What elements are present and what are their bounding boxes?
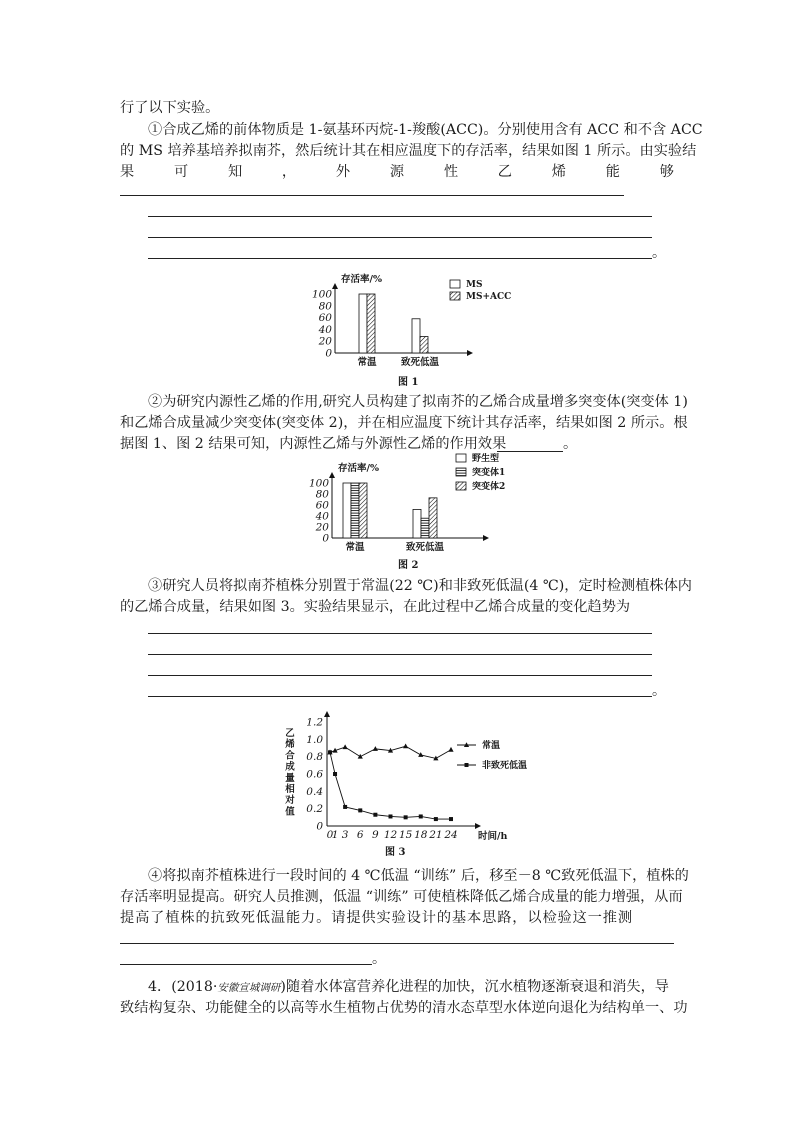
y-axis-title: 存活率/% — [338, 463, 379, 474]
y-tick-label: 0.6 — [306, 768, 323, 781]
series-line — [330, 752, 451, 819]
char: 外 — [335, 164, 351, 180]
figure-3-caption: 图 3 — [385, 847, 406, 858]
bar — [420, 336, 428, 353]
char: 性 — [443, 164, 459, 180]
figure-1-caption: 图 1 — [398, 377, 419, 388]
y-axis-title-char: 成 — [285, 761, 295, 773]
question5-line1 — [148, 977, 669, 999]
legend-swatch — [456, 468, 466, 476]
y-tick-label: 1.2 — [306, 716, 323, 729]
bar — [359, 483, 367, 538]
data-point — [389, 814, 393, 818]
char: 够 — [659, 164, 674, 180]
legend-label: 野生型 — [472, 454, 500, 464]
category-label: 致死低温 — [400, 357, 440, 368]
y-tick-label: 40 — [318, 323, 332, 336]
char: 知 — [227, 164, 243, 180]
y-tick-label: 1.0 — [306, 733, 323, 746]
y-tick-label: 80 — [318, 300, 332, 313]
y-tick-label: 40 — [315, 510, 329, 523]
category-label: 常温 — [357, 357, 377, 368]
answer-line[interactable] — [120, 964, 372, 965]
bar — [429, 498, 437, 538]
legend-swatch — [450, 292, 460, 300]
period-mark: 。 — [563, 436, 578, 452]
bar — [367, 294, 375, 353]
x-tick-label: 12 — [383, 829, 398, 841]
y-axis-title-char: 对 — [285, 795, 295, 807]
bar — [413, 509, 421, 538]
question4-line2: 存活率明显提高。研究人员推测，低温 “训练” 可使植株降低乙烯合成量的能力增强，从而 — [120, 889, 683, 905]
y-axis-title: 存活率/% — [341, 274, 382, 285]
figure-2-chart — [300, 450, 540, 562]
legend-marker — [465, 763, 469, 767]
figure-1-chart — [300, 258, 530, 388]
question1-line2: 的 MS 培养基培养拟南芥，然后统计其在相应温度下的存活率，结果如图 1 所示。由实验结 — [120, 143, 697, 159]
bar — [421, 518, 429, 538]
char: 果 — [120, 164, 135, 180]
answer-line[interactable] — [120, 195, 624, 196]
question2-line3: 据图 1、图 2 结果可知，内源性乙烯与外源性乙烯的作用效果 — [120, 436, 507, 452]
y-tick-label: 60 — [318, 312, 332, 325]
y-axis-title-char: 烯 — [285, 739, 295, 751]
x-tick-label: 21 — [429, 829, 443, 841]
category-label: 常温 — [345, 542, 365, 553]
char: 源 — [389, 164, 405, 180]
y-tick-label: 0 — [322, 532, 329, 545]
data-point — [333, 772, 337, 776]
answer-line[interactable] — [148, 237, 652, 238]
answer-line[interactable] — [148, 654, 652, 655]
question3-line2: 的乙烯合成量，结果如图 3。实验结果显示，在此过程中乙烯合成量的变化趋势为 — [120, 599, 631, 615]
legend-swatch — [450, 280, 460, 288]
y-axis-title-char: 量 — [285, 772, 295, 784]
data-point — [358, 808, 362, 812]
y-tick-label: 100 — [311, 288, 332, 301]
bar — [343, 483, 351, 538]
bar — [359, 294, 367, 353]
char: 能 — [605, 164, 620, 180]
y-axis-title-char: 相 — [285, 784, 295, 795]
x-axis-title: 时间/h — [478, 831, 508, 842]
data-point — [419, 814, 423, 818]
data-point — [403, 743, 408, 748]
x-tick-label: 24 — [444, 829, 458, 841]
question5-line2: 致结构复杂、功能健全的以高等水生植物占优势的清水态草型水体逆向退化为结构单一、功 — [120, 1000, 688, 1016]
y-axis-title-char: 值 — [285, 806, 295, 818]
answer-line[interactable] — [148, 696, 652, 697]
legend-label: 常温 — [482, 741, 501, 751]
legend-swatch — [456, 482, 466, 490]
period-mark: 。 — [372, 951, 386, 967]
y-tick-label: 0 — [316, 820, 323, 833]
period-mark: 。 — [652, 245, 666, 261]
x-tick-label: 15 — [398, 829, 413, 841]
x-tick-label: 0 — [326, 829, 334, 841]
legend-label: 突变体2 — [472, 482, 506, 492]
data-point — [449, 817, 453, 821]
question3-line1: ③研究人员将拟南芥植株分别置于常温(22 ℃)和非致死低温(4 ℃)，定时检测植株体内 — [148, 578, 692, 594]
y-tick-label: 0.8 — [306, 751, 323, 764]
legend-label: 非致死低温 — [482, 761, 528, 771]
question-source: 安徽宣城调研 — [217, 982, 281, 994]
data-point — [343, 805, 347, 809]
x-tick-label: 6 — [356, 829, 364, 841]
y-tick-label: 0.2 — [306, 803, 323, 816]
question2-line1: ②为研究内源性乙烯的作用,研究人员构建了拟南芥的乙烯合成量增多突变体(突变体 1) — [148, 394, 688, 410]
figure-2-caption: 图 2 — [398, 560, 419, 571]
y-axis-title-char: 乙 — [285, 728, 295, 739]
data-point — [358, 754, 363, 759]
char: 可 — [173, 164, 189, 180]
y-tick-label: 20 — [318, 335, 332, 348]
answer-line[interactable] — [120, 943, 674, 944]
answer-line[interactable] — [148, 216, 652, 217]
question1-line1: ①合成乙烯的前体物质是 1-氨基环丙烷-1-羧酸(ACC)。分别使用含有 ACC 和不含 ACC — [148, 122, 703, 138]
figure-3-chart — [280, 710, 560, 850]
data-point — [434, 817, 438, 821]
data-point — [404, 815, 408, 819]
question-number: 4．(2018· — [148, 979, 218, 995]
question4-line1: ④将拟南芥植株进行一段时间的 4 ℃低温 “训练” 后，移至－8 ℃致死低温下，植株的 — [148, 868, 689, 884]
data-point — [418, 752, 423, 757]
y-tick-label: 20 — [315, 521, 329, 534]
y-tick-label: 0.4 — [306, 785, 323, 798]
answer-line[interactable] — [148, 633, 652, 634]
answer-line[interactable] — [148, 675, 652, 676]
legend-label: 突变体1 — [472, 468, 506, 478]
x-tick-label: 18 — [414, 829, 428, 841]
question4-line3: 提高了植株的抗致死低温能力。请提供实验设计的基本思路，以检验这一推测 — [120, 910, 633, 926]
y-axis-title-char: 合 — [285, 750, 295, 762]
x-tick-label: 1 — [331, 829, 339, 841]
data-point — [373, 746, 378, 751]
y-tick-label: 80 — [315, 488, 329, 501]
y-tick-label: 0 — [325, 347, 332, 360]
question1-line3 — [120, 162, 674, 183]
data-point — [448, 747, 453, 752]
data-point — [343, 744, 348, 749]
char: 乙 — [497, 164, 512, 180]
legend-label: MS — [466, 280, 483, 290]
char: ， — [281, 164, 297, 180]
bar — [351, 483, 359, 538]
data-point — [373, 813, 377, 817]
question2-line2: 和乙烯合成量减少突变体(突变体 2)，并在相应温度下统计其存活率，结果如图 2 所示。根 — [120, 415, 688, 431]
category-label: 致死低温 — [405, 542, 445, 553]
bar — [412, 319, 420, 353]
data-point — [328, 750, 332, 754]
char: 烯 — [551, 164, 566, 180]
period-mark: 。 — [652, 683, 666, 699]
y-tick-label: 60 — [315, 499, 329, 512]
legend-swatch — [456, 454, 466, 462]
x-tick-label: 9 — [372, 829, 379, 841]
intro-text: 行了以下实验。 — [120, 100, 220, 116]
legend-label: MS+ACC — [466, 292, 512, 302]
x-tick-label: 3 — [341, 829, 349, 841]
question5-line1-text: )随着水体富营养化进程的加快，沉水植物逐渐衰退和消失，导 — [280, 979, 669, 995]
y-tick-label: 100 — [308, 477, 329, 490]
